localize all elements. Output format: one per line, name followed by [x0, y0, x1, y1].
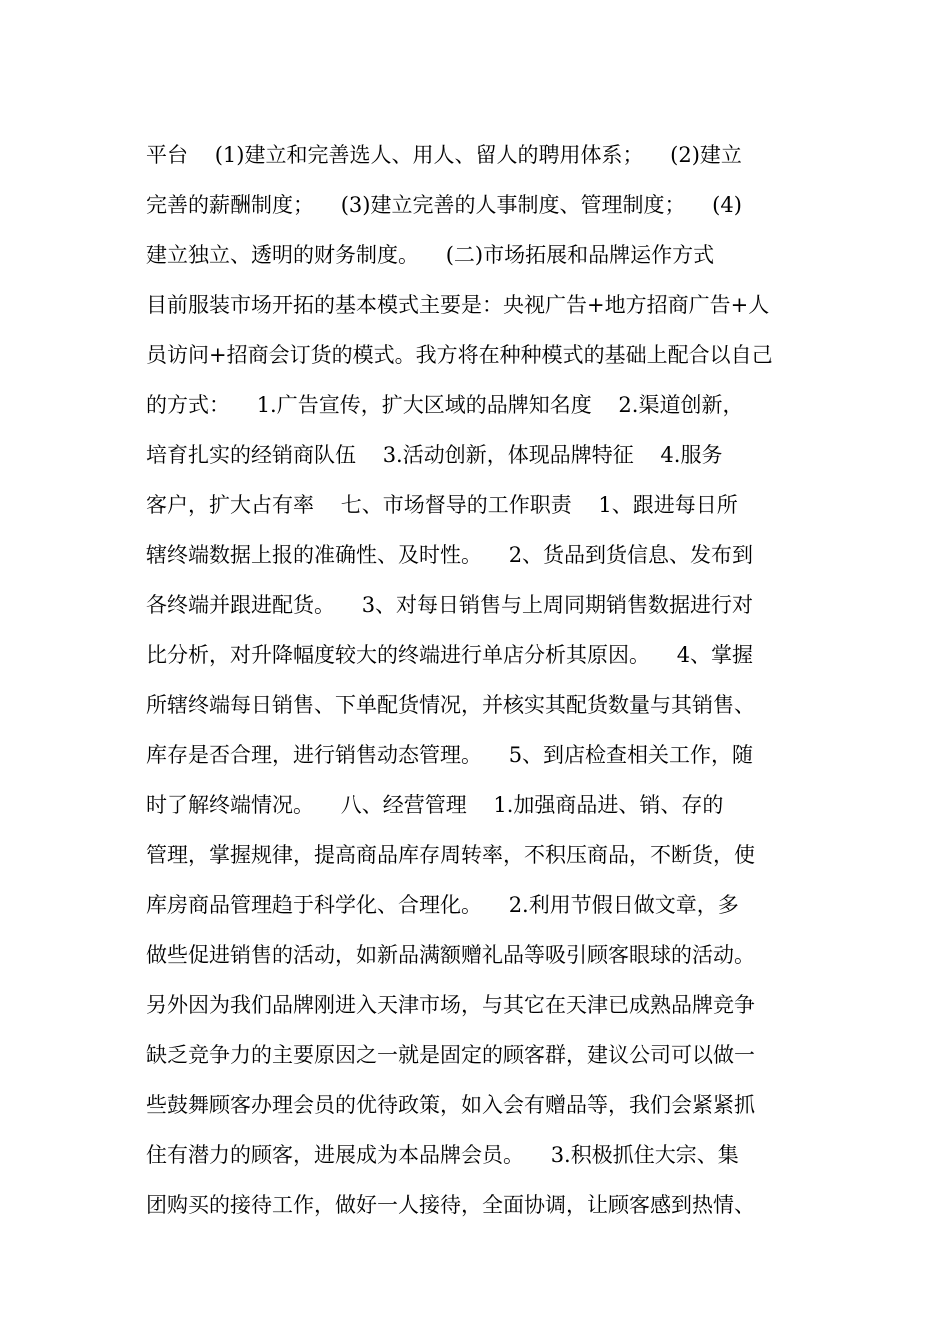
text-line: 建立独立、透明的财务制度。 (二)市场拓展和品牌运作方式: [146, 243, 715, 267]
text-line: 平台 (1)建立和完善选人、用人、留人的聘用体系； (2)建立: [146, 143, 742, 167]
text-line: 缺乏竞争力的主要原因之一就是固定的顾客群，建议公司可以做一: [146, 1043, 755, 1067]
text-line: 管理，掌握规律，提高商品库存周转率，不积压商品，不断货，使: [146, 843, 755, 867]
text-line: 做些促进销售的活动，如新品满额赠礼品等吸引顾客眼球的活动。: [146, 943, 755, 967]
text-line: 另外因为我们品牌刚进入天津市场，与其它在天津已成熟品牌竞争: [146, 993, 755, 1017]
text-line: 住有潜力的顾客，进展成为本品牌会员。 3.积极抓住大宗、集: [146, 1143, 739, 1167]
text-line: 团购买的接待工作，做好一人接待，全面协调，让顾客感到热情、: [146, 1193, 755, 1217]
text-line: 库存是否合理，进行销售动态管理。 5、到店检查相关工作，随: [146, 743, 754, 767]
text-line: 员访问+招商会订货的模式。我方将在种种模式的基础上配合以自己: [146, 343, 773, 367]
text-line: 比分析，对升降幅度较大的终端进行单店分析其原因。 4、掌握: [146, 643, 754, 667]
text-line: 所辖终端每日销售、下单配货情况，并核实其配货数量与其销售、: [146, 693, 755, 717]
text-line: 些鼓舞顾客办理会员的优待政策，如入会有赠品等，我们会紧紧抓: [146, 1093, 755, 1117]
text-line: 库房商品管理趋于科学化、合理化。 2.利用节假日做文章，多: [146, 893, 739, 917]
body-text: [146, 130, 826, 1230]
text-line: 培育扎实的经销商队伍 3.活动创新，体现品牌特征 4.服务: [146, 443, 723, 467]
text-line: 辖终端数据上报的准确性、及时性。 2、货品到货信息、发布到: [146, 543, 754, 567]
text-line: 完善的薪酬制度； (3)建立完善的人事制度、管理制度； (4): [146, 193, 742, 217]
text-line: 客户，扩大占有率 七、市场督导的工作职责 1、跟进每日所: [146, 493, 738, 517]
text-line: 各终端并跟进配货。 3、对每日销售与上周同期销售数据进行对: [146, 593, 754, 617]
text-line: 目前服装市场开拓的基本模式主要是：央视广告+地方招商广告+人: [146, 293, 770, 317]
text-line: 的方式： 1.广告宣传，扩大区域的品牌知名度 2.渠道创新，: [146, 393, 744, 417]
text-line: 时了解终端情况。 八、经营管理 1.加强商品进、销、存的: [146, 793, 724, 817]
